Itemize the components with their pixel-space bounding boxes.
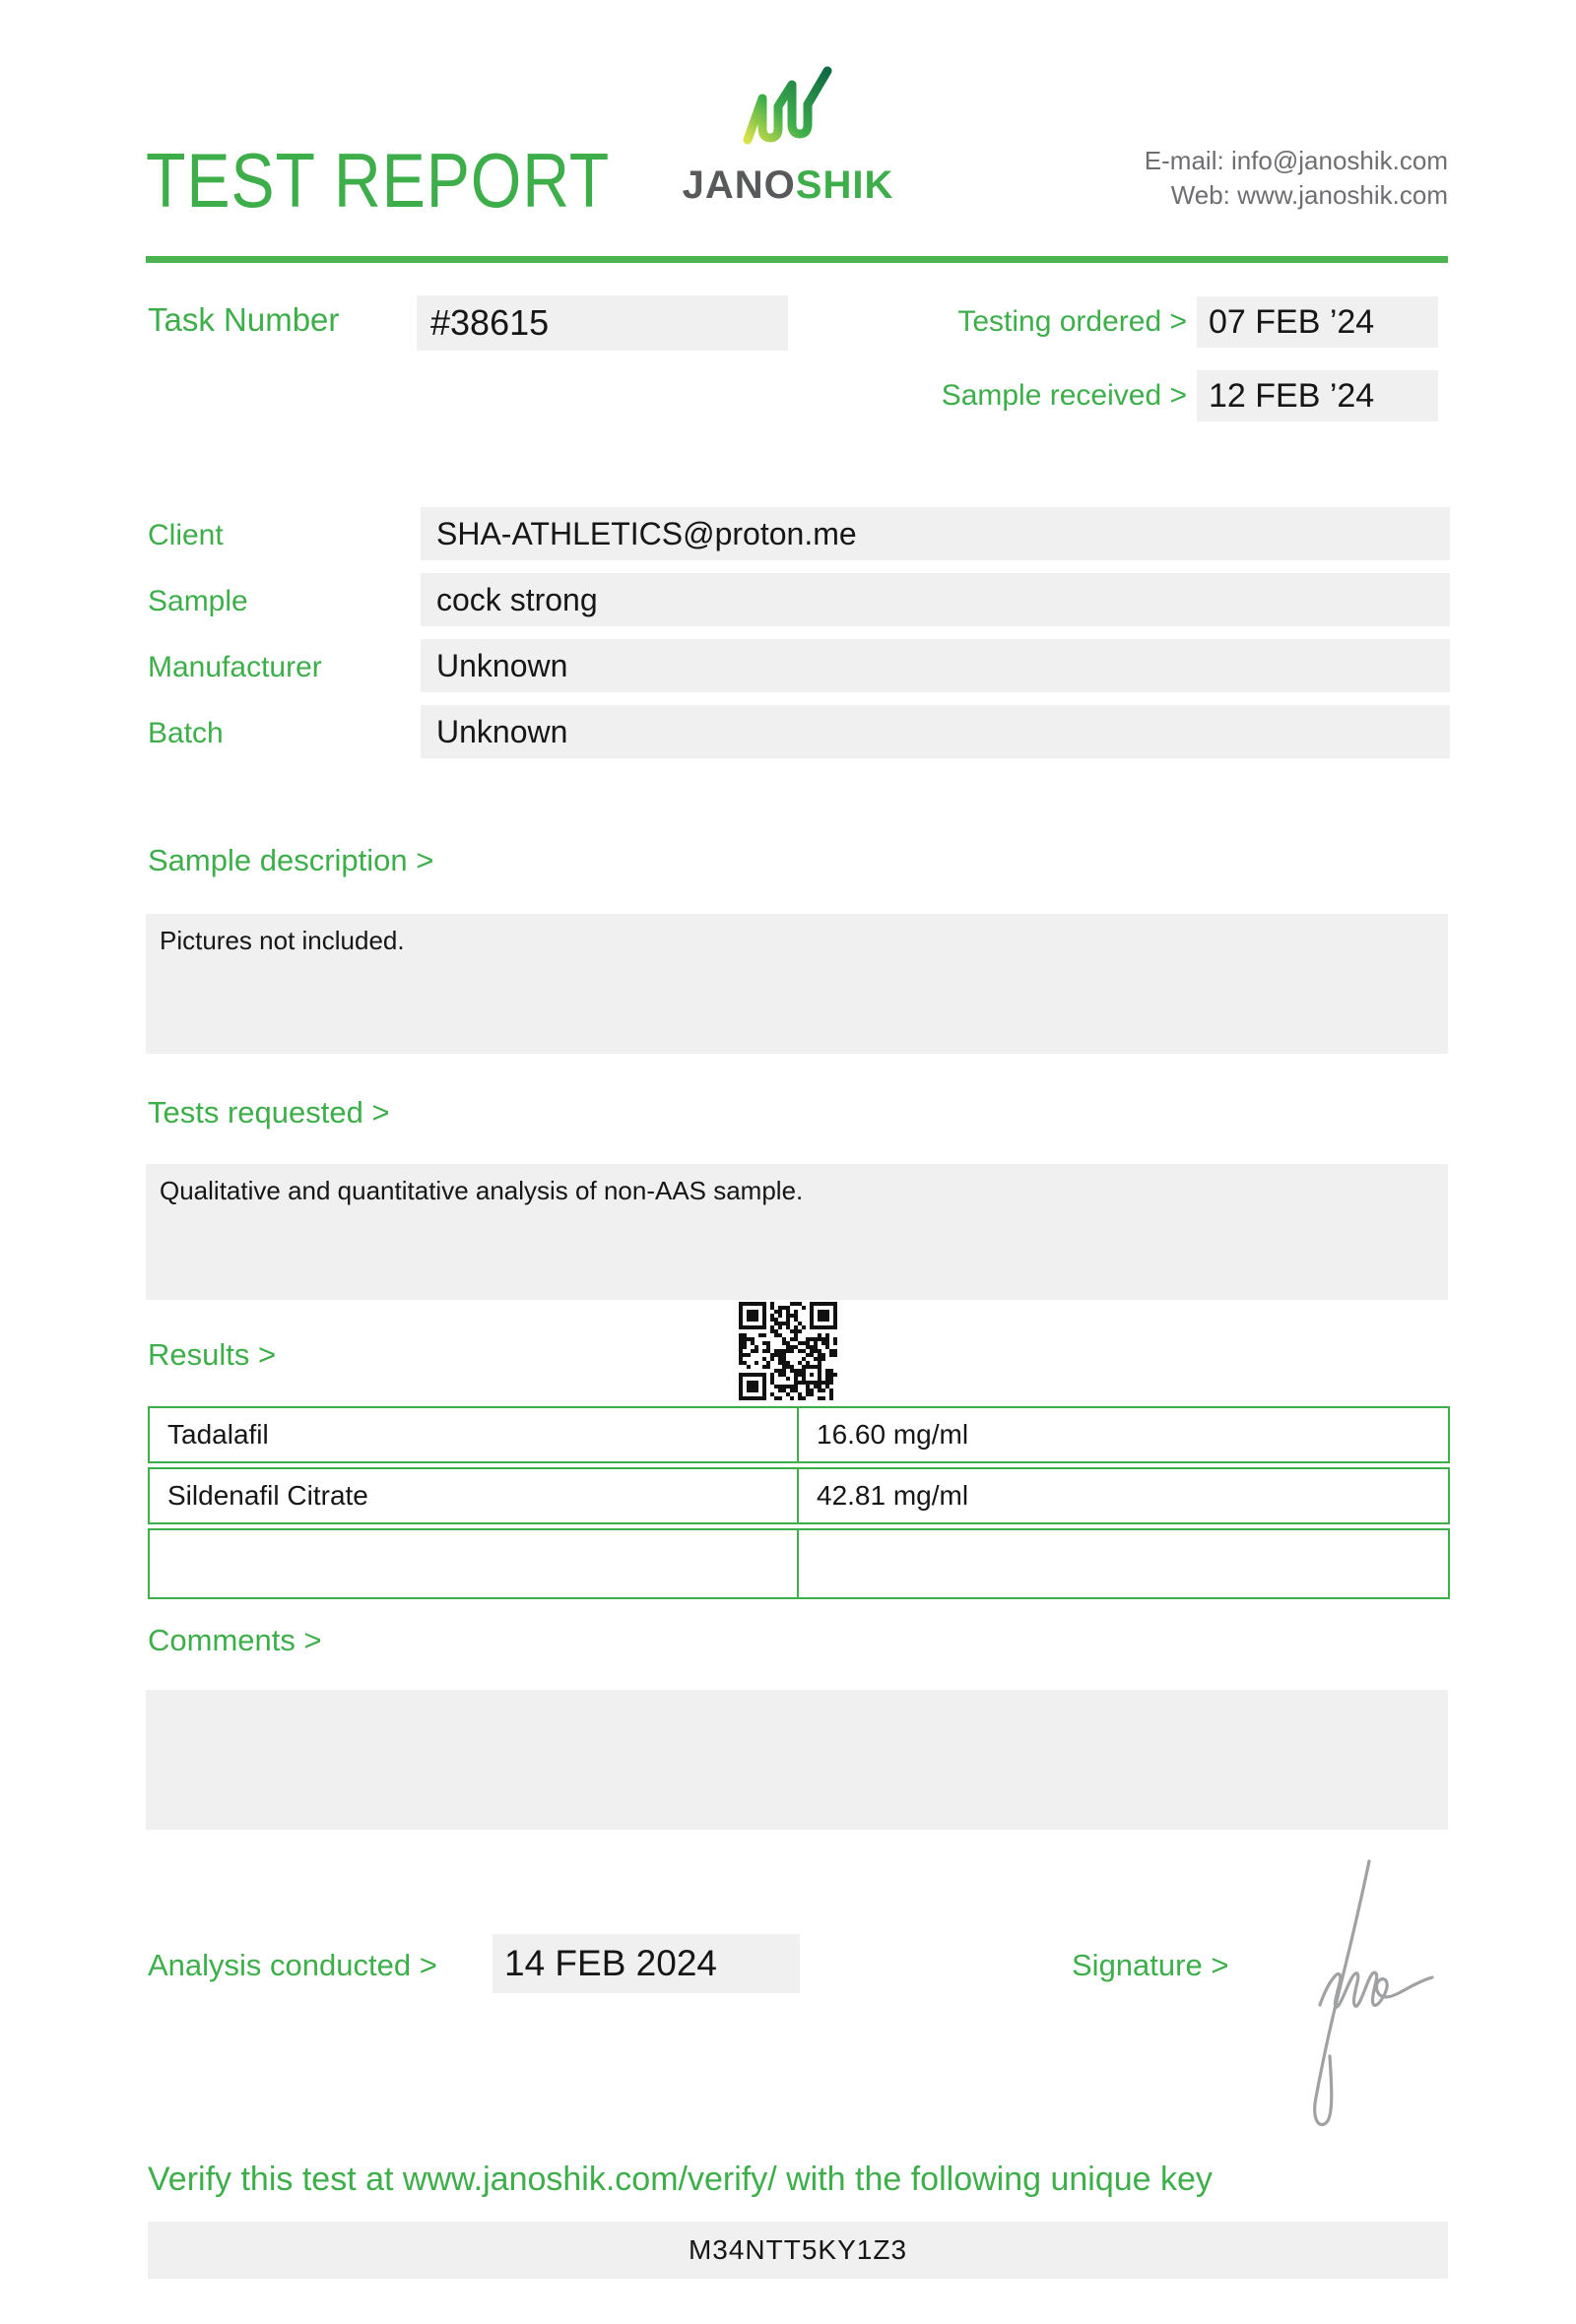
sample-description-box [146,914,1448,1054]
email-value: info@janoshik.com [1230,146,1448,175]
sample-description-text: Pictures not included. [160,926,405,955]
verify-key-field [148,2222,1448,2279]
analysis-date-field [492,1934,800,1993]
manufacturer-value: Unknown [436,648,568,683]
verify-key-value: M34NTT5KY1Z3 [688,2234,908,2265]
client-value: SHA-ATHLETICS@proton.me [436,516,857,551]
results-heading: Results > [148,1337,277,1372]
sample-received-value: 12 FEB ’24 [1209,377,1375,415]
sample-received-label: Sample received > [941,379,1187,412]
manufacturer-field [421,639,1450,692]
batch-value: Unknown [436,714,568,749]
table-row [148,1406,1450,1463]
result-substance: Tadalafil [150,1408,799,1461]
sample-label: Sample [148,585,248,617]
result-substance: Sildenafil Citrate [150,1469,799,1522]
signature-label: Signature > [1072,1948,1229,1982]
comments-heading: Comments > [148,1623,322,1657]
email-label: E-mail: [1144,146,1224,175]
comments-box [146,1690,1448,1830]
testing-ordered-value: 07 FEB ’24 [1209,303,1375,341]
task-number-field [417,295,788,351]
tests-requested-text: Qualitative and quantitative analysis of non-AAS sample. [160,1176,804,1205]
comments-text [146,1690,1448,1702]
analysis-date-value: 14 FEB 2024 [504,1943,717,1983]
task-number-label: Task Number [148,301,340,338]
sample-description-heading: Sample description > [148,843,434,877]
logo-chart-icon [743,65,833,160]
web-value: www.janoshik.com [1237,180,1448,210]
result-concentration [799,1530,1448,1597]
signature-scribble [1261,1843,1458,2139]
logo-text-jano: JANO [682,163,796,207]
logo [680,65,896,208]
results-table [148,1406,1450,1603]
verify-instruction: Verify this test at www.janoshik.com/verify/ with the following unique key [148,2161,1213,2198]
batch-label: Batch [148,717,224,749]
contact-info [1145,144,1448,213]
analysis-conducted-label: Analysis conducted > [148,1948,437,1982]
batch-field [421,705,1450,758]
logo-wordmark [680,163,896,208]
sample-value: cock strong [436,582,598,617]
sample-field [421,573,1450,626]
result-substance [150,1530,799,1597]
contact-email-line [1145,144,1448,178]
logo-text-shik: SHIK [795,163,894,207]
contact-web-line [1145,178,1448,213]
testing-ordered-field [1197,296,1438,348]
sample-received-field [1197,370,1438,421]
qr-code [739,1302,837,1400]
client-label: Client [148,519,224,551]
testing-ordered-label: Testing ordered > [957,305,1187,338]
web-label: Web: [1170,180,1230,210]
table-row [148,1528,1450,1599]
manufacturer-label: Manufacturer [148,651,322,683]
page-title: TEST REPORT [146,137,611,224]
tests-requested-box [146,1164,1448,1300]
client-field [421,507,1450,560]
result-concentration: 42.81 mg/ml [817,1480,969,1511]
task-number-value: #38615 [430,302,550,343]
table-row [148,1467,1450,1524]
tests-requested-heading: Tests requested > [148,1095,390,1130]
header-divider [146,256,1448,263]
result-concentration: 16.60 mg/ml [817,1419,969,1450]
